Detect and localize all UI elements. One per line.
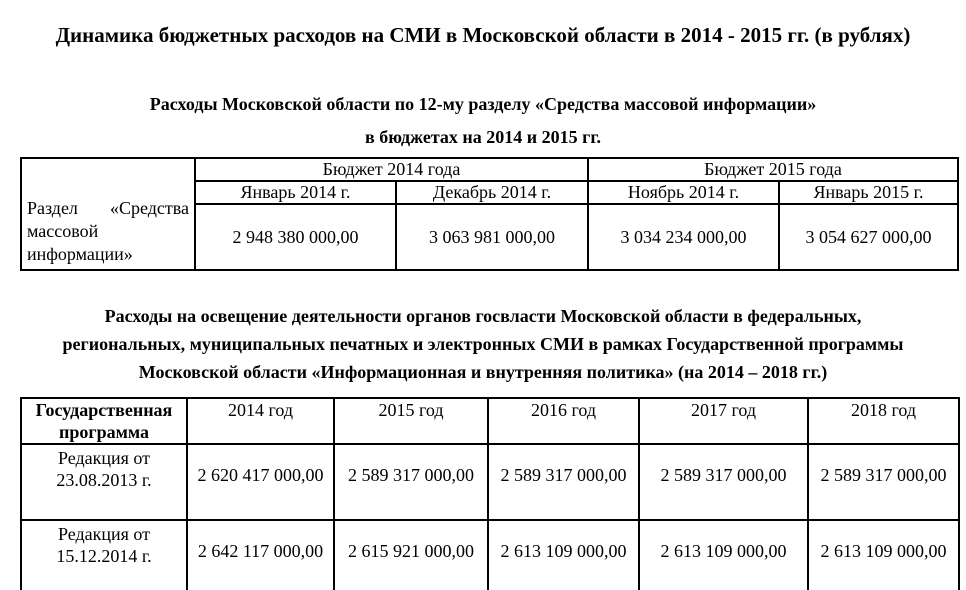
budget-2014-2015-table: [20, 157, 959, 271]
table1-value: 3 034 234 000,00: [588, 204, 779, 270]
table1-value: 2 948 380 000,00: [195, 204, 396, 270]
table2-value: 2 589 317 000,00: [639, 444, 808, 520]
table-row: [21, 520, 959, 590]
table-row: [21, 398, 959, 444]
section2-heading-line3: Московской области «Информационная и внутренняя политика» (на 2014 – 2018 гг.): [138, 362, 828, 382]
table2-value: 2 589 317 000,00: [488, 444, 639, 520]
table2-value: 2 613 109 000,00: [488, 520, 639, 590]
section1-heading-line1: Расходы Московской области по 12-му разделу «Средства массовой информации»: [149, 94, 817, 114]
table1-col-header: Январь 2014 г.: [195, 181, 396, 204]
state-program-table: [20, 397, 960, 590]
table-row: [21, 158, 958, 181]
table2-value: 2 589 317 000,00: [808, 444, 959, 520]
section2-heading-line1: Расходы на освещение деятельности органов госвласти Московской области в федеральных,: [104, 306, 862, 326]
table2-row-label: Редакция от 23.08.2013 г.: [21, 444, 187, 520]
table1-col-header: Ноябрь 2014 г.: [588, 181, 779, 204]
page-title: Динамика бюджетных расходов на СМИ в Московской области в 2014 - 2015 гг. (в рублях): [55, 23, 911, 47]
table1-group-header-2014: Бюджет 2014 года: [195, 158, 588, 181]
table2-value: 2 589 317 000,00: [334, 444, 488, 520]
table1-value: 3 063 981 000,00: [396, 204, 588, 270]
section1-heading-line2: в бюджетах на 2014 и 2015 гг.: [365, 127, 601, 147]
table1-value: 3 054 627 000,00: [779, 204, 958, 270]
table2-value: 2 613 109 000,00: [639, 520, 808, 590]
table1-group-header-2015: Бюджет 2015 года: [588, 158, 958, 181]
table1-col-header: Январь 2015 г.: [779, 181, 958, 204]
section2-heading: [0, 302, 966, 386]
table2-value: 2 615 921 000,00: [334, 520, 488, 590]
table2-value: 2 620 417 000,00: [187, 444, 334, 520]
table2-row-label: Редакция от 15.12.2014 г.: [21, 520, 187, 590]
table2-col-header: 2015 год: [334, 398, 488, 444]
table1-col-header: Декабрь 2014 г.: [396, 181, 588, 204]
table2-col-header: 2017 год: [639, 398, 808, 444]
table2-value: 2 642 117 000,00: [187, 520, 334, 590]
section2-heading-line2: региональных, муниципальных печатных и электронных СМИ в рамках Государственной программы: [62, 334, 904, 354]
table1-row-label: Раздел «Средства массовой информации»: [21, 158, 195, 270]
table2-corner-header: Государственная программа: [21, 398, 187, 444]
table2-col-header: 2016 год: [488, 398, 639, 444]
table2-col-header: 2014 год: [187, 398, 334, 444]
table2-col-header: 2018 год: [808, 398, 959, 444]
table-row: [21, 444, 959, 520]
table2-value: 2 613 109 000,00: [808, 520, 959, 590]
